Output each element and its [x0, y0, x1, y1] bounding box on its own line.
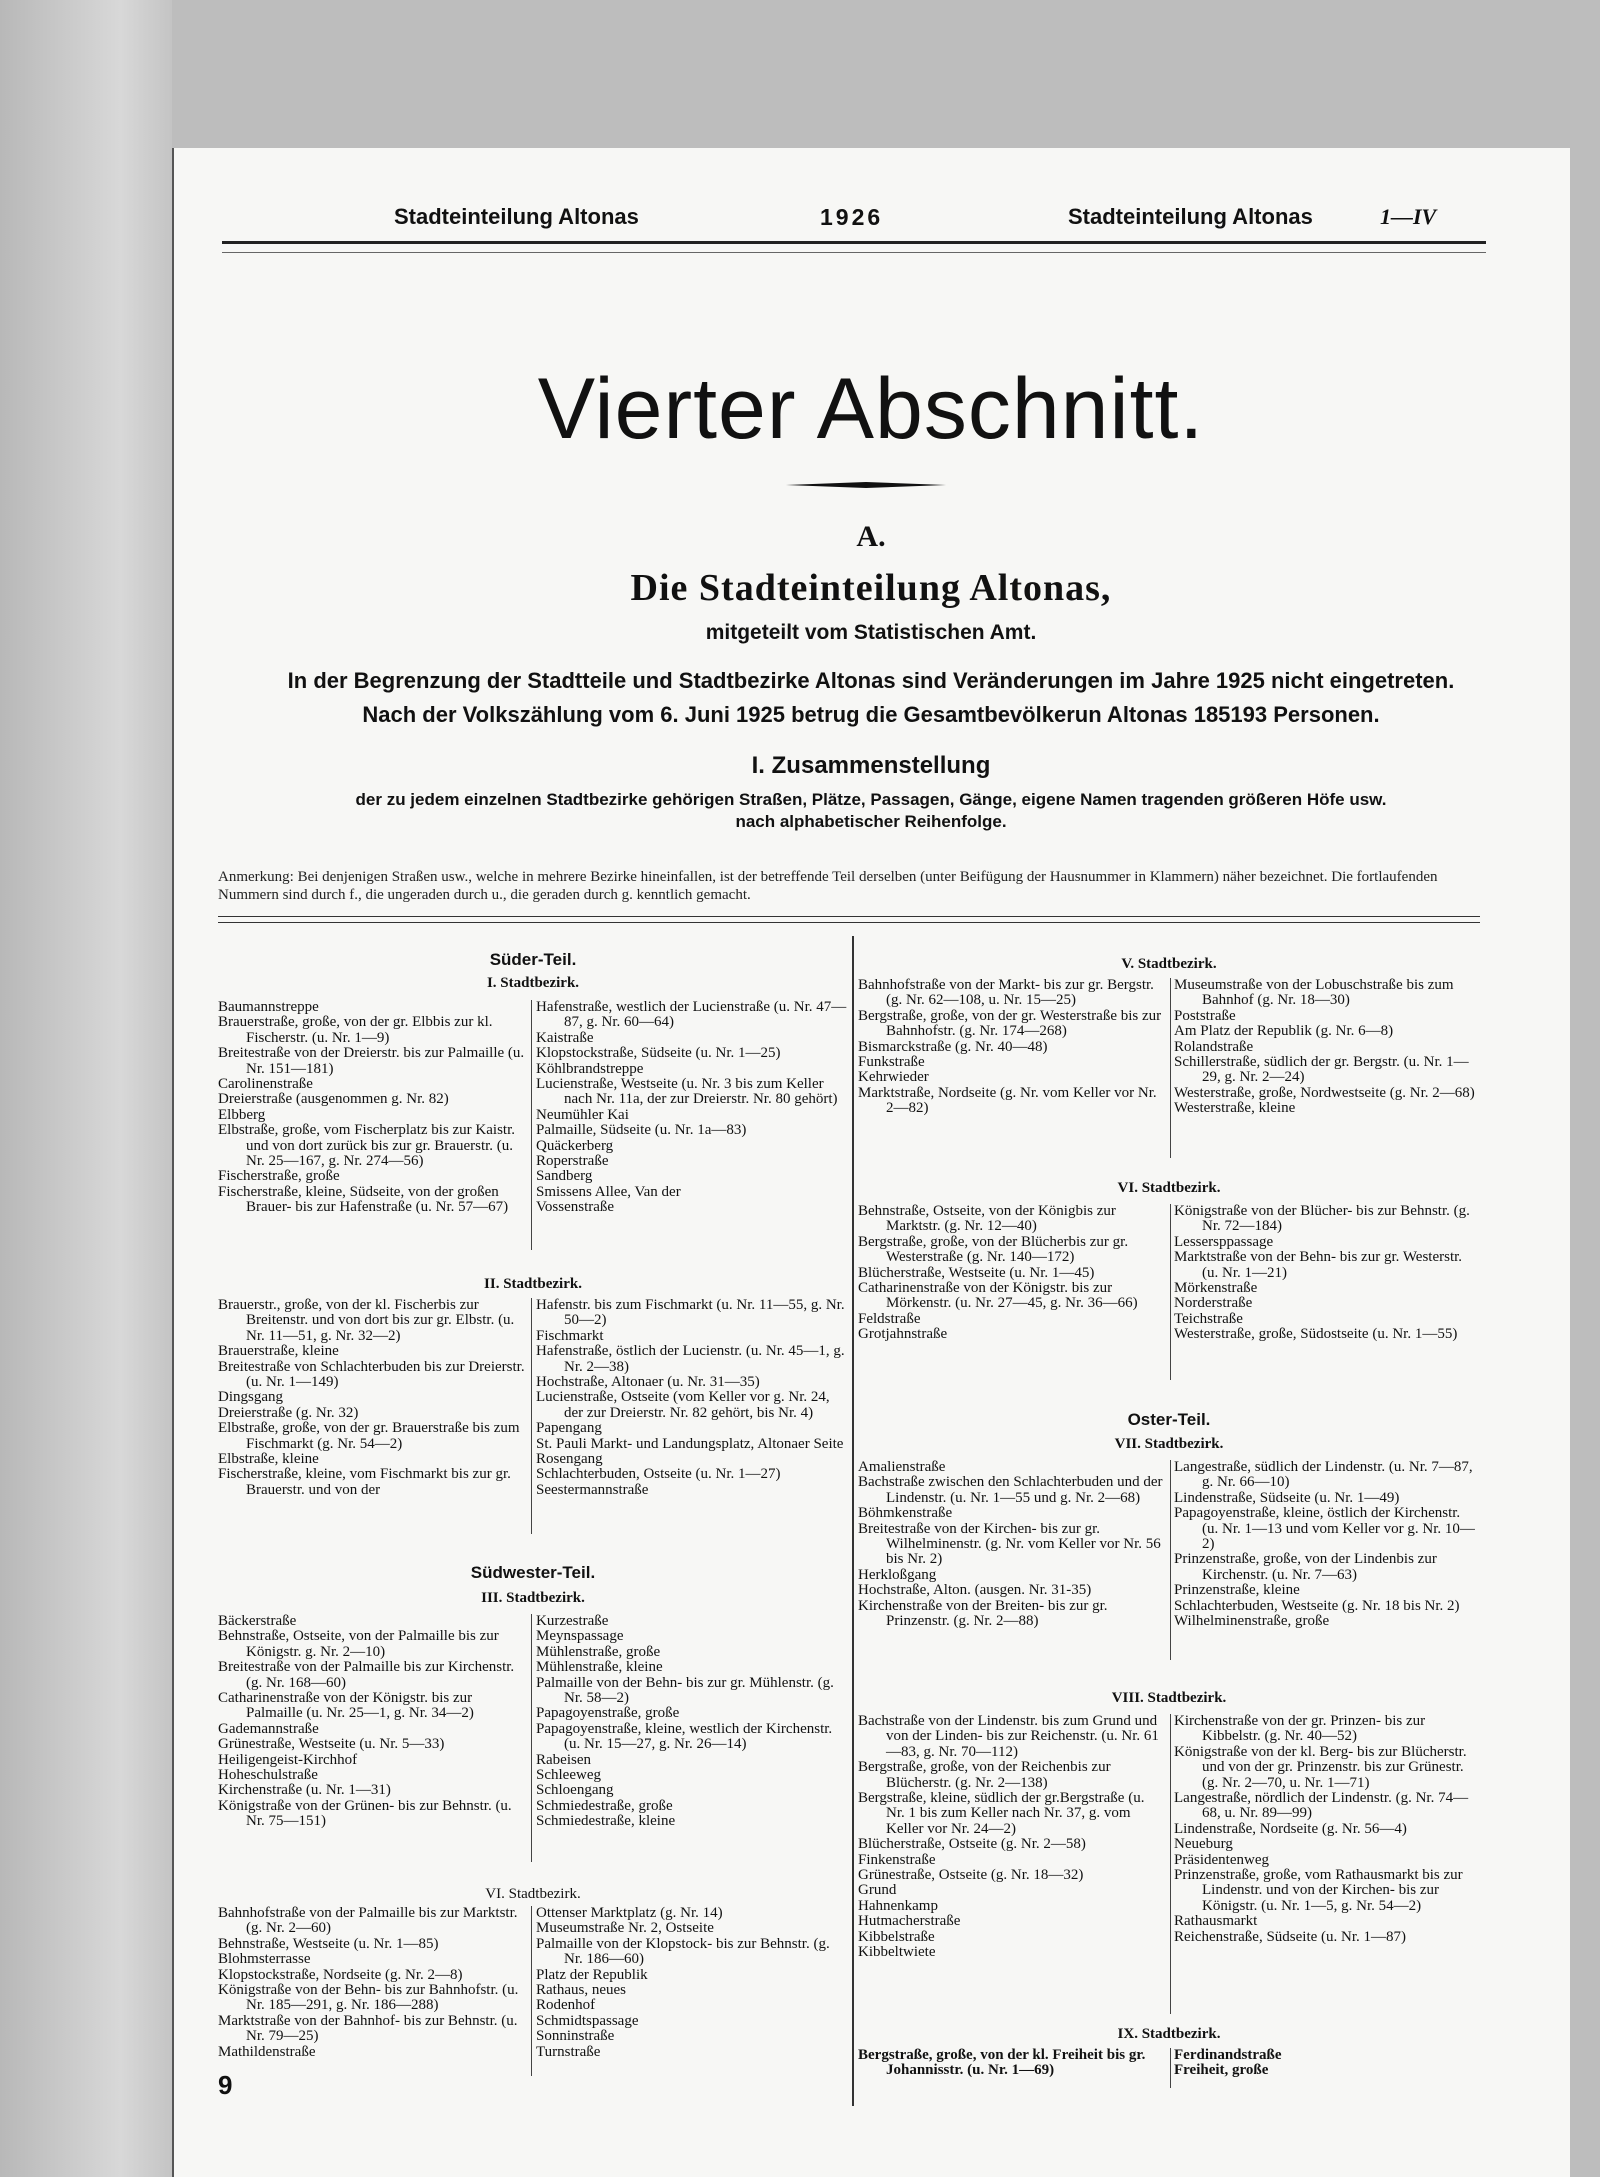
street-entry: Palmaille von der Behn- bis zur gr. Mühlenstr. (g. Nr. 58—2) — [536, 1674, 834, 1707]
column-divider — [852, 936, 854, 2106]
street-entry: Schlachterbuden, Ostseite (u. Nr. 1—27) — [536, 1466, 781, 1483]
section-letter: A. — [856, 520, 886, 553]
street-entry: Turnstraße — [536, 2043, 601, 2060]
intro-paragraph-1: In der Begrenzung der Stadtteile und Stadtbezirke Altonas sind Veränderungen im Jahre 1925 nicht eingetreten. — [287, 668, 1455, 693]
district-heading: VII. Stadtbezirk. — [1114, 1436, 1224, 1452]
running-head — [222, 198, 1486, 238]
street-list — [536, 1614, 848, 1830]
street-entry: Kibbeltwiete — [858, 1944, 936, 1961]
column-rule — [531, 1000, 532, 1250]
street-entry: St. Pauli Markt- und Landungsplatz, Altonaer Seite — [536, 1435, 844, 1452]
street-entry: Königstraße von der kl. Berg- bis zur Blücherstr. und von der gr. Prinzenstr. bis zur Grünestr. (g. Nr. 2—70, u. Nr. 1—71) — [1174, 1743, 1467, 1791]
section-description-1: der zu jedem einzelnen Stadtbezirke gehörigen Straßen, Plätze, Passagen, Gänge, eigene Namen tragenden größeren Höfe usw. — [355, 790, 1387, 809]
street-list — [536, 1000, 848, 1216]
street-entry: Bachstraße von der Lindenstr. bis zum Grund und von der Linden- bis zur Reichenstr. (u. Nr. 61—83, g. Nr. 70—112) — [858, 1713, 1159, 1760]
street-entry: Prinzenstraße, große, vom Rathausmarkt bis zur Lindenstr. und von der Kirchen- bis zur Königstr. (u. Nr. 1—5, g. Nr. 54—2) — [1174, 1867, 1463, 1914]
street-entry: Am Platz der Republik (g. Nr. 6—8) — [1174, 1023, 1394, 1040]
street-entry: Elbberg — [218, 1106, 266, 1123]
street-entry: Finkenstraße — [858, 1851, 936, 1868]
part-heading-sueder: Süder-Teil. — [489, 950, 577, 969]
street-entry: Marktstraße, Nordseite (g. Nr. vom Keller vor Nr. 2—82) — [858, 1084, 1157, 1117]
running-head-left: Stadteinteilung Altonas — [394, 204, 639, 229]
street-entry: Heiligengeist-Kirchhof — [218, 1751, 358, 1768]
district-heading: I. Stadtbezirk. — [486, 975, 580, 991]
street-entry: Rodenhof — [536, 1997, 596, 2014]
street-entry: Vossenstraße — [536, 1199, 615, 1216]
street-entry: Mörkenstraße — [1174, 1280, 1258, 1297]
street-entry: Teichstraße — [1174, 1310, 1243, 1327]
street-entry: Hafenstraße, östlich der Lucienstr. (u. Nr. 45—1, g. Nr. 2—38) — [536, 1343, 845, 1375]
street-entry: Kurzestraße — [536, 1613, 609, 1629]
street-entry: Bergstraße, kleine, südlich der gr.Bergstraße (u. Nr. 1 bis zum Keller nach Nr. 37, g. vom Keller vor Nr. 24—2) — [858, 1790, 1145, 1837]
street-entry: Wilhelminenstraße, große — [1174, 1613, 1330, 1630]
street-entry: Marktstraße von der Bahnhof- bis zur Behnstr. (u. Nr. 79—25) — [218, 2012, 518, 2045]
street-entry: Museumstraße Nr. 2, Ostseite — [536, 1920, 714, 1937]
street-entry: Bergstraße, große, von der Blücherbis zur gr. Westerstraße (g. Nr. 140—172) — [858, 1233, 1129, 1266]
street-entry: Mühlenstraße, große — [536, 1643, 661, 1660]
street-entry: Königstraße von der Grünen- bis zur Behnstr. (u. Nr. 75—151) — [218, 1797, 512, 1830]
street-entry: Rabeisen — [536, 1751, 591, 1768]
street-entry: Langestraße, südlich der Lindenstr. (u. Nr. 7—87, g. Nr. 66—10) — [1174, 1459, 1473, 1491]
street-entry: Fischerstraße, große — [218, 1168, 340, 1185]
column-rule — [1170, 1460, 1171, 1660]
street-entry: Schmiedestraße, große — [536, 1797, 673, 1814]
street-entry: Neumühler Kai — [536, 1106, 629, 1123]
street-entry: Papagoyenstraße, kleine, östlich der Kirchenstr. (u. Nr. 1—13 und vom Keller vor g. Nr. 10—2) — [1174, 1505, 1475, 1553]
street-entry: Königstraße von der Blücher- bis zur Behnstr. (g. Nr. 72—184) — [1174, 1203, 1470, 1235]
street-list — [536, 1298, 848, 1498]
source-line: mitgeteilt vom Statistischen Amt. — [705, 621, 1037, 644]
street-entry: Schmidtspassage — [536, 2012, 639, 2029]
district-heading: III. Stadtbezirk. — [481, 1590, 585, 1606]
street-entry: Königstraße von der Behn- bis zur Bahnhofstr. (u. Nr. 185—291, g. Nr. 186—288) — [218, 1982, 519, 2014]
street-list — [536, 1906, 848, 2060]
street-entry: Dingsgang — [218, 1389, 283, 1406]
street-entry: Brauerstraße, kleine — [218, 1343, 339, 1360]
district-heading: VI. Stadtbezirk. — [485, 1886, 581, 1902]
street-entry: Baumannstreppe — [218, 999, 319, 1015]
street-list — [218, 1298, 528, 1498]
street-entry: Kibbelstraße — [858, 1928, 935, 1945]
street-entry: Böhmkenstraße — [858, 1505, 953, 1522]
running-head-year: 1926 — [820, 204, 884, 230]
district-heading: VIII. Stadtbezirk. — [1111, 1690, 1227, 1706]
street-entry: Blücherstraße, Westseite (u. Nr. 1—45) — [858, 1264, 1095, 1281]
rule — [218, 916, 1480, 917]
street-entry: Grünestraße, Westseite (u. Nr. 5—33) — [218, 1736, 445, 1753]
column-rule — [1170, 978, 1171, 1158]
street-entry: Fischerstraße, kleine, Südseite, von der großen Brauer- bis zur Hafenstraße (u. Nr. 57—67) — [218, 1183, 509, 1216]
street-entry: Lucienstraße, Westseite (u. Nr. 3 bis zum Keller nach Nr. 11a, der zur Dreierstr. Nr. 80 gehört) — [536, 1076, 838, 1108]
street-entry: Carolinenstraße — [218, 1076, 313, 1093]
street-list — [1174, 2048, 1480, 2079]
street-entry: Rosengang — [536, 1451, 603, 1468]
street-entry: Klopstockstraße, Nordseite (g. Nr. 2—8) — [218, 1966, 463, 1983]
rule — [218, 922, 1480, 923]
street-list — [858, 1460, 1166, 1629]
district-heading: IX. Stadtbezirk. — [1117, 2026, 1221, 2042]
street-entry: Smissens Allee, Van der — [536, 1183, 681, 1200]
street-entry: Norderstraße — [1174, 1295, 1253, 1312]
street-entry: Catharinenstraße von der Königstr. bis zur Palmaille (u. Nr. 25—1, g. Nr. 34—2) — [218, 1690, 474, 1722]
street-entry: Elbstraße, kleine — [218, 1451, 319, 1468]
street-entry: Rathaus, neues — [536, 1982, 626, 1999]
running-head-right: Stadteinteilung Altonas — [1068, 204, 1313, 229]
header-rule — [222, 241, 1486, 244]
street-entry: Lessersppassage — [1174, 1233, 1274, 1250]
section-heading: I. Zusammenstellung — [751, 752, 991, 779]
street-entry: Langestraße, nördlich der Lindenstr. (g. Nr. 74—68, u. Nr. 89—99) — [1174, 1790, 1469, 1822]
column-rule — [531, 1298, 532, 1534]
street-entry: Lindenstraße, Südseite (u. Nr. 1—49) — [1174, 1489, 1400, 1506]
street-entry: Elbstraße, große, vom Fischerplatz bis zur Kaistr. und von dort zurück bis zur gr. Brauerstr. (u. Nr. 25—167, g. Nr. 274—56) — [218, 1122, 516, 1170]
street-entry: Westerstraße, kleine — [1174, 1100, 1296, 1117]
street-entry: Palmaille von der Klopstock- bis zur Behnstr. (g. Nr. 186—60) — [536, 1935, 830, 1968]
district-heading: V. Stadtbezirk. — [1121, 956, 1217, 972]
street-entry: Blohmsterrasse — [218, 1951, 311, 1968]
intro-paragraph-2: Nach der Volkszählung vom 6. Juni 1925 betrug die Gesamtbevölkerun Altonas 185193 Personen. — [362, 702, 1380, 727]
street-list — [858, 978, 1166, 1117]
street-entry: Behnstraße, Ostseite, von der Königbis zur Marktstr. (g. Nr. 12—40) — [858, 1203, 1116, 1235]
street-entry: Bergstraße, große, von der kl. Freiheit bis gr. Johannisstr. (u. Nr. 1—69) — [858, 2047, 1146, 2079]
street-entry: Brauerstraße, große, von der gr. Elbbis zur kl. Fischerstr. (u. Nr. 1—9) — [218, 1014, 493, 1046]
street-list — [218, 1000, 528, 1216]
street-entry: Kirchenstraße von der Breiten- bis zur gr. Prinzenstr. (g. Nr. 2—88) — [858, 1597, 1108, 1630]
street-entry: Hoheschulstraße — [218, 1767, 318, 1784]
street-entry: Hochstraße, Alton. (ausgen. Nr. 31-35) — [858, 1582, 1092, 1599]
street-list — [1174, 978, 1480, 1117]
part-heading-oster: Oster-Teil. — [1127, 1410, 1211, 1429]
street-entry: Elbstraße, große, von der gr. Brauerstraße bis zum Fischmarkt (g. Nr. 54—2) — [218, 1420, 520, 1452]
street-entry: Papagoyenstraße, große — [536, 1705, 680, 1722]
street-entry: Ottenser Marktplatz (g. Nr. 14) — [536, 1905, 723, 1921]
street-entry: Kirchenstraße von der gr. Prinzen- bis zur Kibbelstr. (g. Nr. 40—52) — [1174, 1713, 1426, 1745]
street-entry: Breitestraße von der Dreierstr. bis zur Palmaille (u. Nr. 151—181) — [218, 1045, 525, 1077]
header-rule-thin — [222, 252, 1486, 253]
section-description-2: nach alphabetischer Reihenfolge. — [735, 812, 1007, 831]
street-list — [1174, 1460, 1480, 1629]
street-entry: Poststraße — [1174, 1007, 1236, 1024]
street-list — [858, 2048, 1166, 2079]
page-number: 9 — [218, 2070, 233, 2100]
street-entry: Sonninstraße — [536, 2028, 615, 2045]
street-entry: Freiheit, große — [1174, 2062, 1269, 2079]
street-entry: Hochstraße, Altonaer (u. Nr. 31—35) — [536, 1374, 760, 1391]
street-entry: Sandberg — [536, 1168, 593, 1185]
street-entry: Papagoyenstraße, kleine, westlich der Kirchenstr. (u. Nr. 15—27, g. Nr. 26—14) — [536, 1720, 833, 1753]
street-entry: Ferdinandstraße — [1174, 2047, 1282, 2063]
street-entry: Bachstraße zwischen den Schlachterbuden und der Lindenstr. (u. Nr. 1—55 und g. Nr. 2—68) — [858, 1474, 1163, 1506]
street-entry: Schloengang — [536, 1782, 614, 1799]
street-entry: Quäckerberg — [536, 1137, 614, 1154]
street-entry: Kaistraße — [536, 1029, 594, 1046]
street-list — [1174, 1714, 1480, 1945]
column-rule — [531, 1614, 532, 1862]
street-entry: Lindenstraße, Nordseite (g. Nr. 56—4) — [1174, 1820, 1407, 1837]
street-entry: Hafenstr. bis zum Fischmarkt (u. Nr. 11—55, g. Nr. 50—2) — [536, 1297, 845, 1329]
column-rule — [1170, 2048, 1171, 2088]
street-entry: Präsidentenweg — [1174, 1851, 1269, 1868]
street-entry: Grund — [858, 1882, 897, 1899]
part-heading-suedwester: Südwester-Teil. — [470, 1563, 596, 1582]
street-entry: Fischerstraße, kleine, vom Fischmarkt bis zur gr. Brauerstr. und von der — [218, 1466, 511, 1498]
street-entry: Museumstraße von der Lobuschstraße bis zum Bahnhof (g. Nr. 18—30) — [1174, 977, 1454, 1009]
street-list — [218, 1906, 528, 2060]
street-list — [1174, 1204, 1480, 1343]
street-list — [218, 1614, 528, 1830]
street-entry: Kehrwieder — [858, 1069, 929, 1086]
street-entry: Hahnenkamp — [858, 1897, 938, 1914]
street-list — [858, 1714, 1166, 1961]
street-entry: Rolandstraße — [1174, 1038, 1254, 1055]
footnote-remark: Anmerkung: Bei denjenigen Straßen usw., welche in mehrere Bezirke hineinfallen, ist der betreffende Teil derselben (unter Beifügung der Hausnummer in Klammern) näher bezeichnet. Die fortlaufenden Nummern sind durch f., die ungeraden durch u., die geraden durch g. kenntlich gemacht. — [218, 869, 1438, 903]
street-entry: Schillerstraße, südlich der gr. Bergstr. (u. Nr. 1—29, g. Nr. 2—24) — [1174, 1054, 1469, 1086]
street-entry: Schmiedestraße, kleine — [536, 1813, 676, 1830]
ornament-rule — [786, 482, 946, 488]
column-rule — [1170, 1204, 1171, 1380]
street-entry: Breitestraße von der Kirchen- bis zur gr. Wilhelminenstr. (g. Nr. vom Keller vor Nr. 56 bis Nr. 2) — [858, 1520, 1161, 1568]
street-entry: Brauerstr., große, von der kl. Fischerbis zur Breitenstr. und von dort bis zur gr. Elbstr. (u. Nr. 11—51, g. Nr. 32—2) — [218, 1297, 515, 1344]
street-entry: Westerstraße, große, Südostseite (u. Nr. 1—55) — [1174, 1326, 1458, 1343]
street-entry: Bergstraße, große, von der gr. Westerstraße bis zur Bahnhofstr. (g. Nr. 174—268) — [858, 1007, 1162, 1040]
district-heading: VI. Stadtbezirk. — [1117, 1180, 1221, 1196]
street-entry: Roperstraße — [536, 1153, 609, 1170]
street-entry: Breitestraße von der Palmaille bis zur Kirchenstr. (g. Nr. 168—60) — [218, 1659, 515, 1691]
street-entry: Seestermannstraße — [536, 1481, 649, 1498]
street-entry: Funkstraße — [858, 1054, 925, 1071]
running-head-page: 1—IV — [1380, 204, 1437, 229]
street-entry: Bismarckstraße (g. Nr. 40—48) — [858, 1038, 1048, 1055]
street-entry: Lucienstraße, Ostseite (vom Keller vor g. Nr. 24, der zur Dreierstr. Nr. 82 gehört, bis Nr. 4) — [536, 1389, 830, 1421]
street-entry: Feldstraße — [858, 1310, 921, 1327]
street-entry: Dreierstraße (ausgenommen g. Nr. 82) — [218, 1091, 449, 1108]
street-entry: Dreierstraße (g. Nr. 32) — [218, 1404, 359, 1421]
street-entry: Kirchenstraße (u. Nr. 1—31) — [218, 1782, 391, 1799]
street-entry: Köhlbrandstreppe — [536, 1060, 644, 1077]
street-entry: Schlachterbuden, Westseite (g. Nr. 18 bis Nr. 2) — [1174, 1597, 1460, 1614]
street-entry: Mathildenstraße — [218, 2043, 316, 2060]
street-entry: Prinzenstraße, große, von der Lindenbis zur Kirchenstr. (u. Nr. 7—63) — [1174, 1551, 1437, 1583]
street-entry: Gademannstraße — [218, 1720, 319, 1737]
street-entry: Herkloßgang — [858, 1566, 937, 1583]
street-entry: Fischmarkt — [536, 1327, 604, 1344]
street-entry: Breitestraße von Schlachterbuden bis zur Dreierstr. (u. Nr. 1—149) — [218, 1358, 525, 1391]
street-entry: Mühlenstraße, kleine — [536, 1659, 663, 1676]
chapter-title: Vierter Abschnitt. — [537, 361, 1205, 457]
street-entry: Bahnhofstraße von der Palmaille bis zur Marktstr. (g. Nr. 2—60) — [218, 1905, 518, 1937]
subtitle: Die Stadteinteilung Altonas, — [630, 567, 1112, 609]
street-entry: Bahnhofstraße von der Markt- bis zur gr. Bergstr. (g. Nr. 62—108, u. Nr. 15—25) — [858, 977, 1154, 1009]
street-entry: Bergstraße, große, von der Reichenbis zur Blücherstr. (g. Nr. 2—138) — [858, 1759, 1111, 1791]
street-entry: Meynspassage — [536, 1628, 624, 1645]
street-entry: Amalienstraße — [858, 1459, 946, 1475]
street-entry: Bäckerstraße — [218, 1613, 297, 1629]
street-entry: Rathausmarkt — [1174, 1913, 1258, 1930]
district-heading: II. Stadtbezirk. — [484, 1276, 582, 1292]
street-entry: Grotjahnstraße — [858, 1326, 948, 1343]
street-entry: Westerstraße, große, Nordwestseite (g. Nr. 2—68) — [1174, 1084, 1475, 1101]
street-entry: Behnstraße, Ostseite, von der Palmaille bis zur Königstr. g. Nr. 2—10) — [218, 1628, 499, 1660]
street-entry: Grünestraße, Ostseite (g. Nr. 18—32) — [858, 1867, 1084, 1884]
street-entry: Marktstraße von der Behn- bis zur gr. Westerstr. (u. Nr. 1—21) — [1174, 1249, 1463, 1281]
street-entry: Klopstockstraße, Südseite (u. Nr. 1—25) — [536, 1045, 781, 1062]
street-entry: Neueburg — [1174, 1836, 1233, 1853]
street-entry: Platz der Republik — [536, 1966, 648, 1983]
street-entry: Hafenstraße, westlich der Lucienstraße (u. Nr. 47—87, g. Nr. 60—64) — [536, 999, 847, 1031]
column-rule — [1170, 1714, 1171, 2014]
scan-margin — [0, 0, 172, 2177]
street-entry: Hutmacherstraße — [858, 1913, 961, 1930]
street-entry: Blücherstraße, Ostseite (g. Nr. 2—58) — [858, 1836, 1086, 1853]
column-rule — [531, 1906, 532, 2076]
street-entry: Catharinenstraße von der Königstr. bis zur Mörkenstr. (u. Nr. 27—45, g. Nr. 36—66) — [858, 1280, 1138, 1312]
street-entry: Reichenstraße, Südseite (u. Nr. 1—87) — [1174, 1928, 1407, 1945]
street-entry: Behnstraße, Westseite (u. Nr. 1—85) — [218, 1935, 439, 1952]
street-entry: Prinzenstraße, kleine — [1174, 1582, 1300, 1599]
street-list — [858, 1204, 1166, 1343]
street-entry: Papengang — [536, 1420, 602, 1437]
street-entry: Schleeweg — [536, 1767, 601, 1784]
street-entry: Palmaille, Südseite (u. Nr. 1a—83) — [536, 1122, 747, 1139]
